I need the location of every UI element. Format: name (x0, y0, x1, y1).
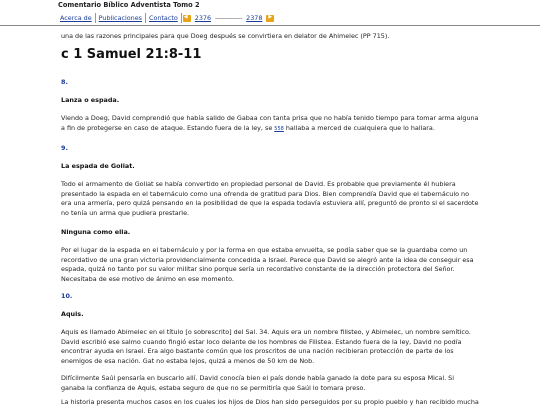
paragraph-9b: Por el lugar de la espada en el tabernáculo y por la forma en que estaba envuelta, se podía saber que se la guardaba como un recordativo de una gran victoria providencialmente concedida a Israel. Parece que David se alegró ante la idea de conseguir esa espada, quizá no tanto por su valor militar sino porque sería un recordativo constante de la dirección protectora del Señor. Necesitaba de ese motivo de ánimo en ese momento. (61, 246, 474, 283)
prev-page-icon[interactable] (183, 15, 191, 22)
verse-number-10: 10. (61, 292, 73, 300)
paragraph-10: Aquis es llamado Abimelec en el título [o sobrescrito] del Sal. 34. Aquis era un nombre filisteo, y Abimelec, un nombre semítico. David escribió ese salmo cuando fingió estar loco delante de los hombres de Filistea. Estando fuera de la ley, David no podía encontrar ayuda en Israel. Era algo bastante común que los proscritos de una nación recibieran protección de parte de los enemigos de esa nación. Gat no estaba lejos, quizá a menos de 50 km de Nob. (61, 328, 471, 365)
intro-paragraph: una de las razones principales para que Doeg después se convirtiera en delator de Ahimelec (PP 715). (61, 32, 390, 40)
verse-number-8: 8. (61, 78, 68, 86)
prev-page-link[interactable]: 2376 (194, 14, 212, 22)
nav-bar (57, 12, 275, 24)
next-page-icon[interactable] (266, 15, 274, 22)
heading-espada: La espada de Goliat. (61, 162, 135, 170)
verse-number-9: 9. (61, 144, 68, 152)
paragraph-10b: Difícilmente Saúl pensaría en buscarlo allí. David conocía bien el país donde había ganado la dote para su esposa Mical. Si ganaba la confianza de Aquis, estaba seguro de que no se permitiría que Saúl lo tomara preso. (61, 374, 454, 392)
paragraph-9: Todo el armamento de Goliat se había convertido en propiedad personal de David. Es probable que previamente él hubiera presentado la espada en el tabernáculo como una ofrenda de gratitud para Dios. Bien comprendía David que el tabernáculo no era una armería, pero quizá pensando en la posibilidad de que la espada todavía estuviera allí, preguntó de pronto si el sacerdote no tenía un arma que pudiera prestarle. (61, 180, 479, 217)
section-heading: c 1 Samuel 21:8-11 (61, 47, 202, 62)
site-title: Comentario Bíblico Adventista Tomo 2 (58, 1, 200, 9)
next-page-link[interactable]: 2378 (246, 14, 263, 22)
paragraph-10c: La historia presenta muchos casos en los cuales los hijos de Dios han sido perseguidos por su propio pueblo y han recibido mucha (61, 398, 479, 406)
page-dashes: --------------- (215, 14, 243, 22)
nav-separator (181, 13, 182, 23)
heading-lanza: Lanza o espada. (61, 96, 120, 104)
nav-publications-link[interactable]: Publicaciones (98, 14, 142, 22)
nav-about-link[interactable]: Acerca de (60, 14, 92, 22)
nav-contact-link[interactable]: Contacto (149, 14, 178, 22)
heading-ninguna: Ninguna como ella. (61, 228, 131, 236)
heading-aquis: Aquis. (61, 310, 84, 318)
top-bar (0, 0, 540, 26)
page-ref-link[interactable]: 558 (274, 125, 284, 132)
paragraph-8: Viendo a Doeg, David comprendió que había salido de Gabaa con tanta prisa que no había tenido tiempo para tomar arma alguna a fin de protegerse en caso de ataque. Estando fuera de la ley, se 558 hallaba a merced de cualquiera que lo hallara. (61, 114, 479, 132)
